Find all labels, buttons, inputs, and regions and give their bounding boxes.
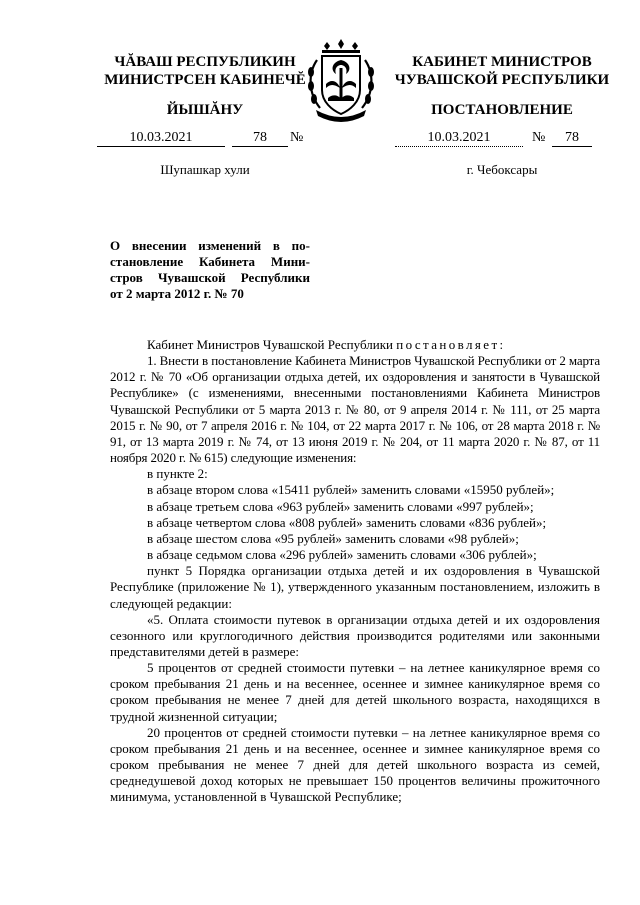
right-city: г. Чебоксары [466, 162, 538, 177]
right-number-sign: № [532, 130, 546, 145]
right-number-field [552, 131, 592, 147]
intro-resolves: постановляет: [396, 337, 506, 352]
right-doc-type: ПОСТАНОВЛЕНИЕ [431, 102, 573, 118]
left-number: 78 [253, 130, 267, 145]
chuvash-emblem-icon [302, 38, 380, 124]
left-date-field [97, 131, 225, 147]
title-line: стров Чувашской Республики [110, 270, 310, 285]
intro-paragraph [110, 337, 600, 353]
left-doc-type: ЙЫШĂНУ [166, 102, 244, 118]
left-number-sign: № [290, 130, 304, 145]
body-paragraph: в абзаце втором слова «15411 рублей» заменить словами «15950 рублей»; [147, 482, 555, 498]
body-paragraph: в абзаце четвертом слова «808 рублей» заменить словами «836 рублей»; [147, 514, 547, 530]
left-header-line2: МИНИСТРСЕН КАБИНЕЧĔ [104, 72, 306, 88]
right-date-field [395, 131, 523, 147]
right-number: 78 [565, 130, 579, 145]
title-line: О внесении изменений в по- [110, 238, 310, 253]
body-paragraph: в абзаце седьмом слова «296 рублей» заменить словами «306 рублей»; [147, 547, 537, 563]
body-paragraph: «5. Оплата стоимости путевок в организации отдыха детей и их оздоровления сезонного или круглогодичного действия производится родителями или законными представителями детей в размере: [110, 611, 600, 659]
body-paragraph: в абзаце шестом слова «95 рублей» заменить словами «98 рублей»; [147, 530, 519, 546]
body-paragraph: в пункте 2: [147, 466, 208, 482]
title-line: от 2 марта 2012 г. № 70 [110, 286, 244, 301]
body-paragraph: 1. Внести в постановление Кабинета Министров Чувашской Республики от 2 марта 2012 г. № 70 «Об организации отдыха детей, их оздоровления и занятости в Чувашской Республике» (с изменениями, внесенными постановлениями Кабинета Министров Чувашской Республики от 5 марта 2013 г. № 80, от 9 апреля 2014 г. № 111, от 25 марта 2015 г. № 90, от 7 апреля 2016 г. № 104, от 22 марта 2017 г. № 106, от 28 марта 2018 г. № 91, от 13 марта 2019 г. № 74, от 13 июня 2019 г. № 204, от 11 марта 2020 г. № 87, от 11 ноября 2020 г. № 615) следующие изменения: [110, 353, 600, 466]
left-city: Шупашкар хули [160, 162, 250, 177]
right-header-line2: ЧУВАШСКОЙ РЕСПУБЛИКИ [394, 72, 610, 88]
body-paragraph: пункт 5 Порядка организации отдыха детей и их оздоровления в Чувашской Республике (приложение № 1), утвержденного указанным постановлением, изложить в следующей редакции: [110, 563, 600, 611]
left-number-field [232, 131, 288, 147]
document-body [110, 337, 600, 806]
right-header-line1: КАБИНЕТ МИНИСТРОВ [412, 54, 592, 70]
intro-prefix: Кабинет Министров Чувашской Республики [147, 337, 397, 352]
right-date: 10.03.2021 [427, 130, 491, 145]
body-paragraph: 20 процентов от средней стоимости путевки – на летнее каникулярное время со сроком пребывания 21 день и на весеннее, осеннее и зимнее каникулярное время со сроком пребывания не менее 7 дней для детей школьного возраста из семей, среднедушевой доход которых не превышает 150 процентов величины прожиточного минимума, установленной в Чувашской Республике; [110, 724, 600, 805]
left-date: 10.03.2021 [129, 130, 193, 145]
body-paragraph: 5 процентов от средней стоимости путевки – на летнее каникулярное время со сроком пребывания 21 день и на весеннее, осеннее и зимнее каникулярное время со сроком пребывания не менее 7 дней для детей школьного возраста, находящихся в трудной жизненной ситуации; [110, 660, 600, 724]
document-title [110, 238, 310, 302]
title-line: становление Кабинета Мини- [110, 254, 310, 269]
body-paragraph: в абзаце третьем слова «963 рублей» заменить словами «997 рублей»; [147, 498, 534, 514]
left-header-line1: ЧĂВАШ РЕСПУБЛИКИН [114, 54, 296, 70]
